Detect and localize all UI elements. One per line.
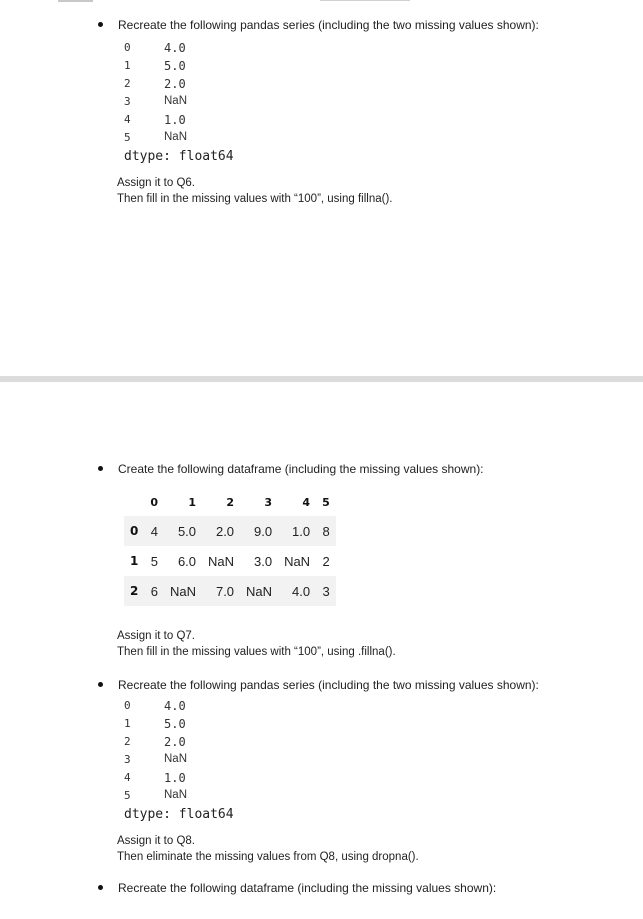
dataframe-output-q7	[124, 488, 336, 606]
cell: NaN	[164, 576, 202, 606]
assign-text: Assign it to Q6.	[117, 177, 195, 189]
dataframe-row	[124, 516, 336, 546]
dataframe-row	[124, 576, 336, 606]
bullet-dot	[98, 466, 103, 471]
instruction-text: Then fill in the missing values with “100”, using .fillna().	[117, 646, 396, 658]
series-index: 5	[124, 789, 131, 802]
cell: 7.0	[202, 576, 240, 606]
series-value: 4.0	[164, 699, 186, 713]
page-divider	[0, 376, 643, 382]
column-header: 5	[322, 495, 330, 509]
dataframe-row	[124, 546, 336, 576]
series-dtype: dtype: float64	[124, 149, 234, 164]
cell: NaN	[284, 553, 311, 569]
series-value: 5.0	[164, 717, 186, 731]
cell: 4.0	[278, 576, 316, 606]
series-value: 1.0	[164, 113, 186, 127]
cell: NaN	[240, 576, 278, 606]
series-index: 1	[124, 59, 131, 72]
column-header: 2	[226, 495, 235, 509]
cell: 5.0	[164, 516, 202, 546]
series-index: 4	[124, 113, 131, 126]
cell: 1.0	[278, 516, 316, 546]
series-index: 0	[124, 41, 131, 54]
instruction-text: Then eliminate the missing values from Q8, using dropna().	[117, 851, 419, 863]
series-index: 5	[124, 131, 131, 144]
instructions-q7	[117, 628, 396, 660]
series-value: NaN	[164, 789, 188, 801]
cell: 9.0	[240, 516, 278, 546]
cell: 8	[316, 516, 336, 546]
cell: 3.0	[253, 553, 273, 569]
series-value: NaN	[164, 95, 188, 107]
series-value: NaN	[164, 131, 188, 143]
row-index: 0	[124, 516, 144, 546]
cell: NaN	[208, 553, 235, 569]
bullet-text: Recreate the following pandas series (including the two missing values shown):	[118, 18, 539, 32]
dataframe-header-row	[124, 488, 336, 516]
bullet-text: Recreate the following pandas series (including the two missing values shown):	[118, 678, 539, 692]
column-header: 3	[264, 495, 273, 509]
series-index: 2	[124, 77, 131, 90]
assign-text: Assign it to Q8.	[117, 835, 195, 847]
cell: 6.0	[177, 553, 197, 569]
column-header	[124, 488, 144, 516]
cell: 3	[316, 576, 336, 606]
instruction-text: Then fill in the missing values with “100”, using fillna().	[117, 193, 393, 205]
series-value: 5.0	[164, 59, 186, 73]
series-value: 1.0	[164, 771, 186, 785]
column-header: 4	[302, 495, 311, 509]
series-index: 3	[124, 95, 131, 108]
top-edge-line	[320, 0, 410, 1]
cell: 6	[144, 576, 164, 606]
row-index: 2	[124, 576, 144, 606]
instructions-q6	[117, 175, 392, 207]
bullet-dot	[98, 885, 103, 890]
series-index: 4	[124, 771, 131, 784]
top-edge-line	[58, 0, 93, 2]
cell: 2.0	[202, 516, 240, 546]
bullet-text: Recreate the following dataframe (including the missing values shown):	[118, 881, 497, 895]
column-header: 1	[188, 495, 197, 509]
series-index: 1	[124, 717, 131, 730]
series-value: 4.0	[164, 41, 186, 55]
bullet-dot	[98, 682, 103, 687]
series-index: 0	[124, 699, 131, 712]
series-value: NaN	[164, 753, 188, 765]
row-index: 1	[130, 554, 139, 568]
series-value: 2.0	[164, 735, 186, 749]
bullet-dot	[98, 22, 103, 27]
series-index: 2	[124, 735, 131, 748]
instructions-q8	[117, 833, 419, 865]
cell: 4	[144, 516, 164, 546]
series-index: 3	[124, 753, 131, 766]
column-header: 0	[150, 495, 159, 509]
cell: 2	[322, 553, 330, 569]
series-value: 2.0	[164, 77, 186, 91]
cell: 5	[150, 553, 159, 569]
bullet-text: Create the following dataframe (including the missing values shown):	[118, 462, 484, 476]
assign-text: Assign it to Q7.	[117, 630, 195, 642]
series-dtype: dtype: float64	[124, 807, 234, 822]
